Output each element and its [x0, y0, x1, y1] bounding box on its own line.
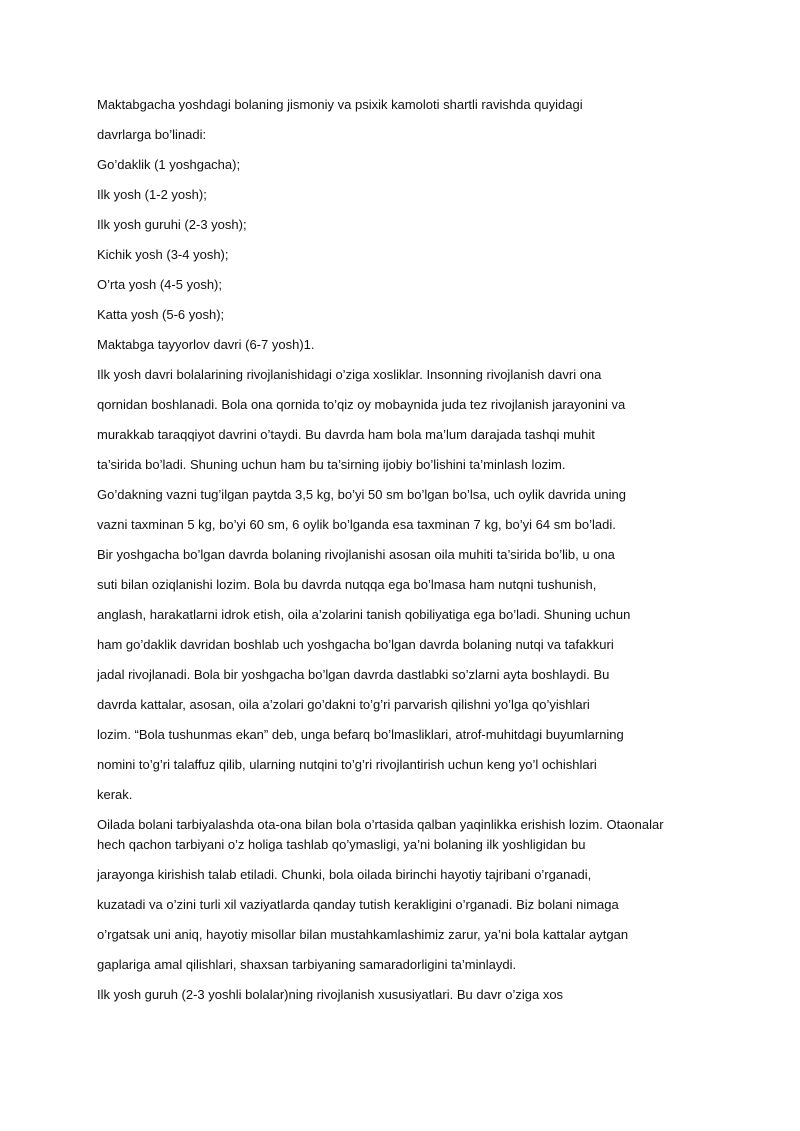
text-line: ta’sirida bo’ladi. Shuning uchun ham bu ta’sirning ijobiy bo’lishini ta’minlash lozim. — [97, 457, 566, 472]
text-line: o’rgatsak uni aniq, hayotiy misollar bilan mustahkamlashimiz zarur, ya’ni bola kattalar aytgan — [97, 927, 629, 942]
text-line: Ilk yosh guruh (2-3 yoshli bolalar)ning rivojlanish xususiyatlari. Bu davr o’ziga xos — [97, 987, 564, 1002]
text-line: nomini to’g’ri talaffuz qilib, ularning nutqini to’g’ri rivojlantirish uchun keng yo’l ochishlari — [97, 757, 597, 772]
list-item: Kichik yosh (3-4 yosh); — [97, 247, 229, 262]
text-line: Maktabgacha yoshdagi bolaning jismoniy va psixik kamoloti shartli ravishda quyidagi — [97, 97, 583, 112]
text-line: kuzatadi va o’zini turli xil vaziyatlarda qanday tutish kerakligini o’rganadi. Biz bolani nimaga — [97, 897, 619, 912]
text-line: Oilada bolani tarbiyalashda ota-ona bilan bola o’rtasida qalban yaqinlikka erishish lozim. Otaonalar — [97, 817, 664, 832]
list-item: Ilk yosh (1-2 yosh); — [97, 187, 207, 202]
text-line: davrlarga bo’linadi: — [97, 127, 207, 142]
text-line: suti bilan oziqlanishi lozim. Bola bu davrda nutqqa ega bo’lmasa ham nutqni tushunish, — [97, 577, 597, 592]
text-line: gaplariga amal qilishlari, shaxsan tarbiyaning samaradorligini ta’minlaydi. — [97, 957, 517, 972]
list-item: Katta yosh (5-6 yosh); — [97, 307, 225, 322]
text-line: murakkab taraqqiyot davrini o’taydi. Bu davrda ham bola ma’lum darajada tashqi muhit — [97, 427, 595, 442]
list-item: Ilk yosh guruhi (2-3 yosh); — [97, 217, 247, 232]
list-item: O’rta yosh (4-5 yosh); — [97, 277, 222, 292]
text-line: lozim. “Bola tushunmas ekan” deb, unga befarq bo’lmasliklari, atrof-muhitdagi buyumlarning — [97, 727, 624, 742]
text-line: jarayonga kirishish talab etiladi. Chunki, bola oilada birinchi hayotiy tajribani o’rganadi, — [97, 867, 592, 882]
text-line: qornidan boshlanadi. Bola ona qornida to’qiz oy mobaynida juda tez rivojlanish jarayonini va — [97, 397, 626, 412]
text-line: Go’dakning vazni tug’ilgan paytda 3,5 kg, bo’yi 50 sm bo’lgan bo’lsa, uch oylik davrida uning — [97, 487, 626, 502]
text-line: ham go’daklik davridan boshlab uch yoshgacha bo’lgan davrda bolaning nutqi va tafakkuri — [97, 637, 614, 652]
document-body — [97, 95, 697, 1015]
list-item: Maktabga tayyorlov davri (6-7 yosh)1. — [97, 337, 315, 352]
list-item: Go’daklik (1 yoshgacha); — [97, 157, 241, 172]
text-line: hech qachon tarbiyani o’z holiga tashlab qo’ymasligi, ya’ni bolaning ilk yoshligidan bu — [97, 837, 586, 852]
text-line: anglash, harakatlarni idrok etish, oila a’zolarini tanish qobiliyatiga ega bo’ladi. Shuning uchun — [97, 607, 631, 622]
text-line: Bir yoshgacha bo’lgan davrda bolaning rivojlanishi asosan oila muhiti ta’sirida bo’lib, u ona — [97, 547, 615, 562]
text-line: davrda kattalar, asosan, oila a’zolari go’dakni to’g’ri parvarish qilishni yo’lga qo’yishlari — [97, 697, 590, 712]
text-line: jadal rivojlanadi. Bola bir yoshgacha bo’lgan davrda dastlabki so’zlarni ayta boshlaydi. Bu — [97, 667, 610, 682]
text-line: Ilk yosh davri bolalarining rivojlanishidagi o’ziga xosliklar. Insonning rivojlanish davri ona — [97, 367, 602, 382]
text-line: kerak. — [97, 787, 133, 802]
text-line: vazni taxminan 5 kg, bo’yi 60 sm, 6 oylik bo’lganda esa taxminan 7 kg, bo’yi 64 sm bo’ladi. — [97, 517, 616, 532]
